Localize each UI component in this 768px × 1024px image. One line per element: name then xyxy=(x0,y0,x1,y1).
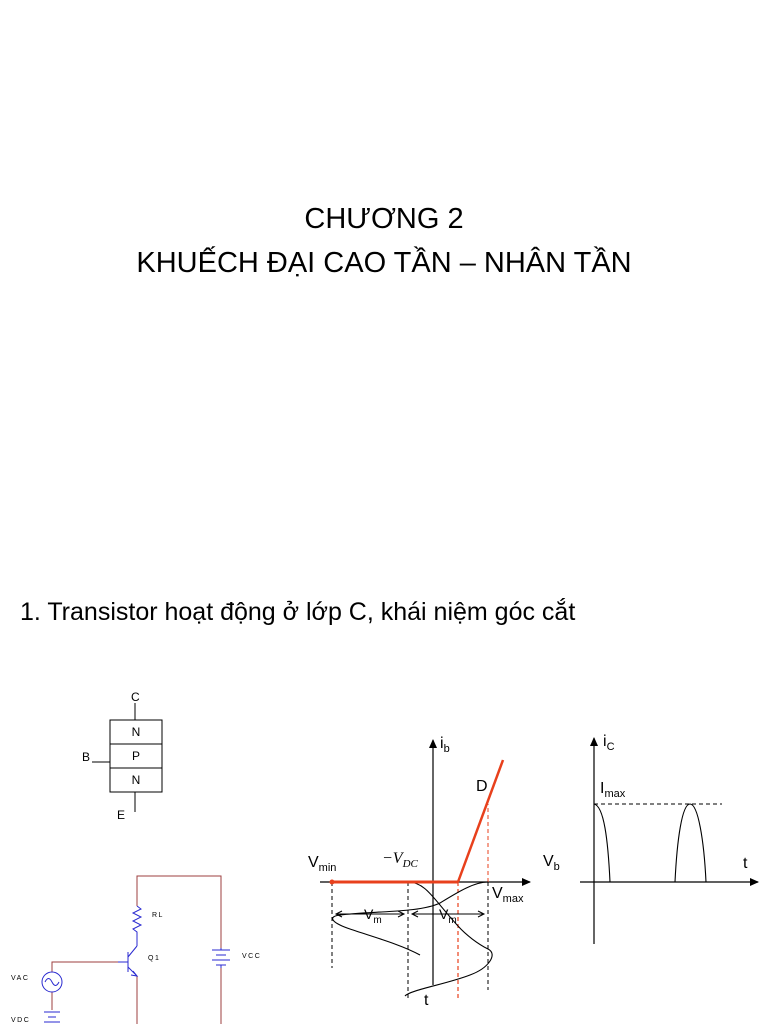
layer-n-bottom: N xyxy=(131,773,141,787)
vdc-label: VDC xyxy=(11,1017,31,1024)
imax-label: $I_{max}$ xyxy=(600,780,626,800)
slide-title-line2: KHUẾCH ĐẠI CAO TẦN – NHÂN TẦN xyxy=(136,247,632,279)
vac-label: VAC xyxy=(11,975,30,982)
ic-pulse-2 xyxy=(675,804,706,882)
t-axis-label-ib: t xyxy=(424,992,429,1009)
input-waveform-lower xyxy=(405,882,492,996)
ic-time-graph xyxy=(580,733,758,944)
q1-label: Q1 xyxy=(148,955,161,962)
vmax-label: $V_{max}$ xyxy=(492,885,524,905)
input-waveform-upper xyxy=(333,882,488,955)
vm-arrows xyxy=(336,911,484,917)
vb-axis-label: $V_b$ xyxy=(543,853,560,873)
npn-structure-diagram xyxy=(82,690,162,822)
vdc-label: $-V_{DC}$ xyxy=(382,850,418,870)
base-label: B xyxy=(82,750,91,764)
vcc-label: VCC xyxy=(242,953,262,960)
layer-p: P xyxy=(131,749,141,763)
ib-vb-transfer-graph xyxy=(308,735,560,1009)
ic-axis-label: $i_C$ xyxy=(603,733,615,753)
vac-source xyxy=(42,972,62,992)
slide-title-line1: CHƯƠNG 2 xyxy=(304,203,464,235)
vm-label-right: $V_m$ xyxy=(439,906,457,926)
circuit-wires xyxy=(52,876,221,1024)
point-d-label: D xyxy=(476,778,488,795)
t-axis-label-ic: t xyxy=(743,855,748,872)
rl-resistor xyxy=(133,906,141,942)
vmin-label: $V_{min}$ xyxy=(308,854,337,874)
emitter-label: E xyxy=(117,808,126,822)
vmin-point xyxy=(330,880,335,885)
rl-label: RL xyxy=(152,912,164,919)
vm-label-left: $V_m$ xyxy=(364,906,382,926)
ib-dashed-guides xyxy=(332,882,488,998)
section-heading: 1. Transistor hoạt động ở lớp C, khái niệm góc cắt xyxy=(20,598,576,626)
ib-axis-label: $i_b$ xyxy=(440,735,450,755)
collector-label: C xyxy=(131,690,140,704)
layer-n-top: N xyxy=(131,725,141,739)
ic-pulse-1 xyxy=(594,804,610,882)
vcc-battery xyxy=(212,948,230,968)
q1-transistor xyxy=(118,942,137,976)
vdc-source xyxy=(44,1012,60,1022)
class-c-circuit-schematic xyxy=(11,876,261,1024)
